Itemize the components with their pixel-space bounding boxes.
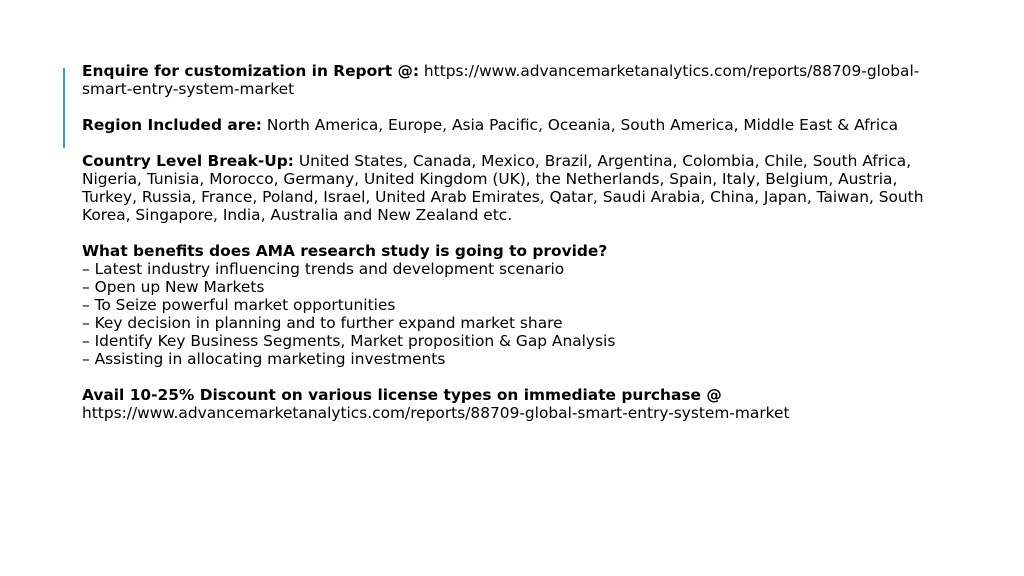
benefit-item: – Identify Key Business Segments, Market proposition & Gap Analysis <box>82 332 616 350</box>
benefits-heading: What benefits does AMA research study is going to provide? <box>82 242 608 260</box>
slide-content <box>82 62 932 422</box>
benefit-item: – Latest industry influencing trends and development scenario <box>82 260 565 278</box>
benefit-item: – Key decision in planning and to further expand market share <box>82 314 563 332</box>
enquire-link[interactable]: https://www.advancemarketanalytics.com/reports/88709-global-smart-entry-system-market <box>82 62 920 98</box>
enquire-label: Enquire for customization in Report @: <box>82 62 419 80</box>
discount-link[interactable]: https://www.advancemarketanalytics.com/reports/88709-global-smart-entry-system-market <box>82 404 790 422</box>
countries-text: United States, Canada, Mexico, Brazil, Argentina, Colombia, Chile, South Africa, Nigeria, Tunisia, Morocco, Germany, United Kingdom (UK), the Netherlands, Spain, Italy, Belgium, Austria, Turkey, Russia, France, Poland, Israel, United Arab Emirates, Qatar, Saudi Arabia, China, Japan, Taiwan, South Korea, Singapore, India, Australia and New Zealand etc. <box>82 152 924 224</box>
benefit-item: – Assisting in allocating marketing investments <box>82 350 446 368</box>
accent-bar <box>63 68 65 148</box>
discount-section <box>82 386 932 422</box>
regions-label: Region Included are: <box>82 116 262 134</box>
regions-text: North America, Europe, Asia Pacific, Oceania, South America, Middle East & Africa <box>266 116 899 134</box>
benefit-item: – Open up New Markets <box>82 278 265 296</box>
countries-paragraph <box>82 152 932 224</box>
enquire-paragraph <box>82 62 932 98</box>
discount-heading: Avail 10-25% Discount on various license types on immediate purchase @ <box>82 386 722 404</box>
benefits-section <box>82 242 932 368</box>
countries-label: Country Level Break-Up: <box>82 152 294 170</box>
benefit-item: – To Seize powerful market opportunities <box>82 296 396 314</box>
regions-paragraph <box>82 116 932 134</box>
